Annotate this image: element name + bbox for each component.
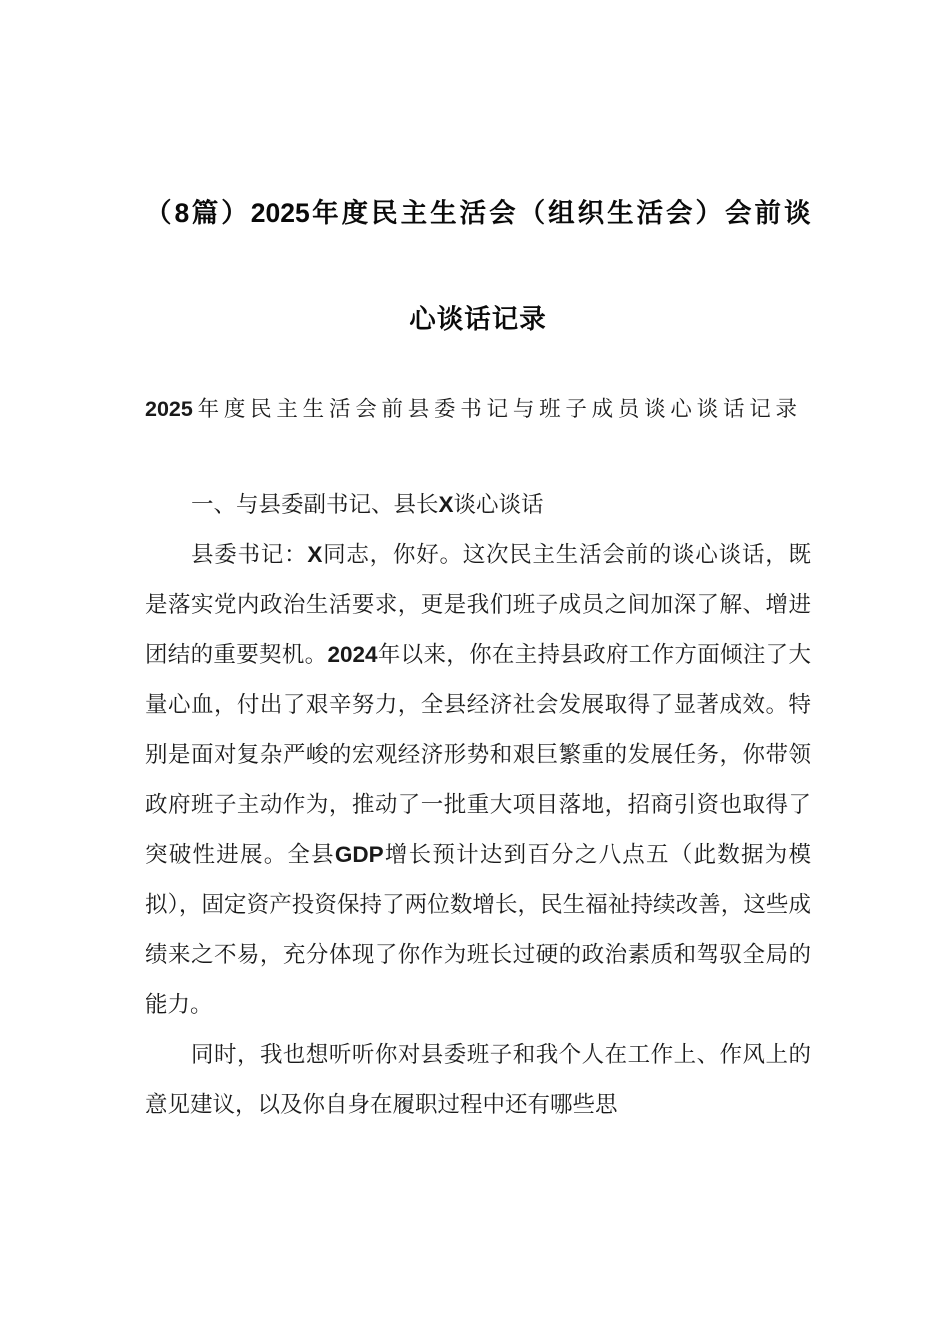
paragraph-1: 县委书记：X同志，你好。这次民主生活会前的谈心谈话，既是落实党内政治生活要求，更是我们班子成员之间加深了解、增进团结的重要契机。2024年以来，你在主持县政府工作方面倾注了大量心血，付出了艰辛努力，全县经济社会发展取得了显著成效。特别是面对复杂严峻的宏观经济形势和艰巨繁重的发展任务，你带领政府班子主动作为，推动了一批重大项目落地，招商引资也取得了突破性进展。全县GDP增长预计达到百分之八点五（此数据为模拟），固定资产投资保持了两位数增长，民生福祉持续改善，这些成绩来之不易，充分体现了你作为班长过硬的政治素质和驾驭全局的能力。 bbox=[145, 542, 811, 1017]
document-subtitle: 2025年度民主生活会前县委书记与班子成员谈心谈话记录 bbox=[145, 397, 797, 421]
document-title-line-1: （8篇）2025年度民主生活会（组织生活会）会前谈 bbox=[145, 197, 812, 228]
document-body bbox=[145, 480, 811, 1130]
section-heading-1: 一、与县委副书记、县长X谈心谈话 bbox=[191, 492, 544, 517]
document-title bbox=[145, 160, 811, 372]
paragraph-2: 同时，我也想听听你对县委班子和我个人在工作上、作风上的意见建议，以及你自身在履职过程中还有哪些思 bbox=[145, 1042, 811, 1117]
document-title-line-2: 心谈话记录 bbox=[409, 303, 547, 334]
